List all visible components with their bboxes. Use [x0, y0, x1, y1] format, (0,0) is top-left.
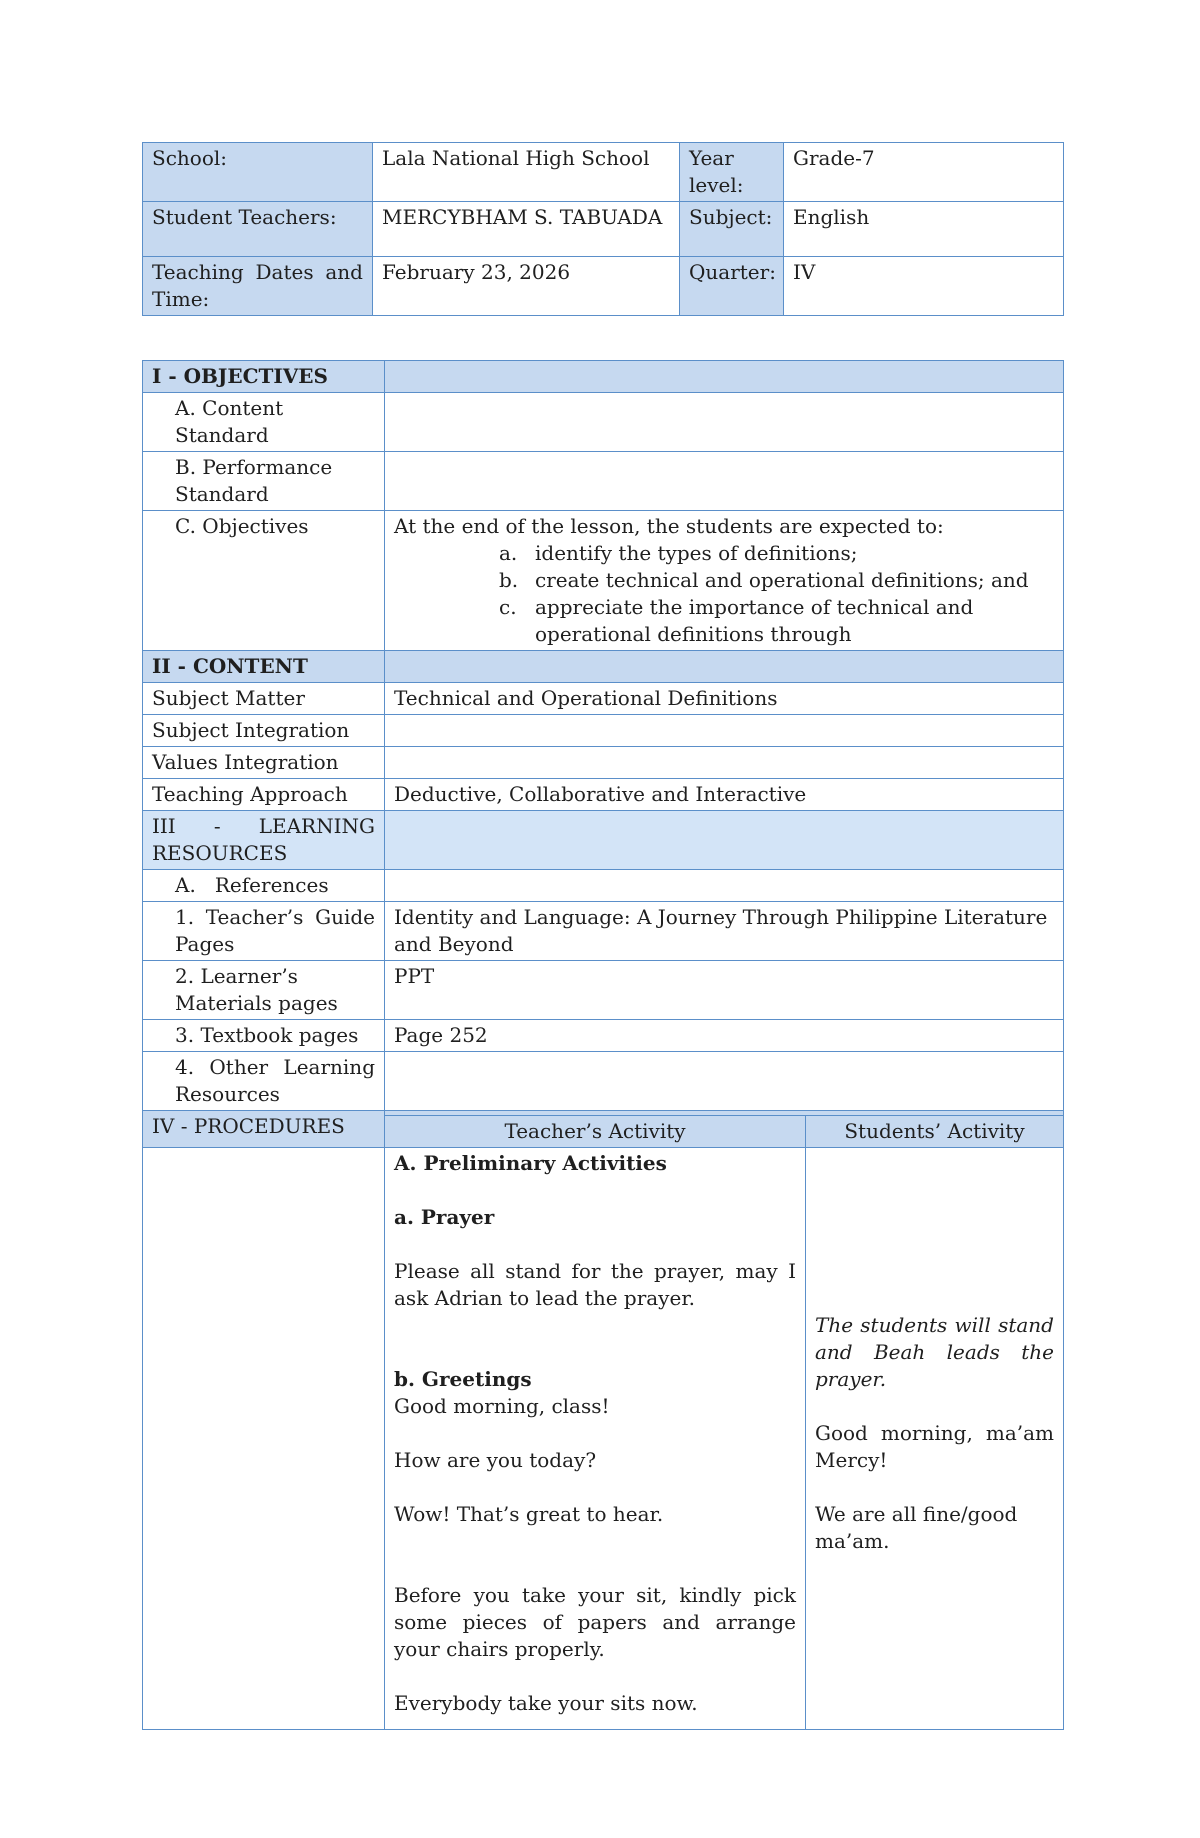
greetings-heading: b. Greetings [394, 1367, 532, 1391]
teachers-guide-value: Identity and Language: A Journey Through Philippine Literature and Beyond [385, 902, 1064, 961]
students-activity-header: Students’ Activity [806, 1116, 1064, 1148]
resources-heading-fill [385, 811, 1064, 870]
references-label: A. References [143, 870, 385, 902]
prayer-text: Please all stand for the prayer, may I ask Adrian to lead the prayer. [394, 1259, 796, 1310]
procedures-left-blank [143, 1148, 385, 1730]
school-value: Lala National High School [373, 143, 680, 202]
subject-integration-label: Subject Integration [143, 715, 385, 747]
objective-item: c. appreciate the importance of technical and operational definitions through [499, 595, 974, 646]
procedures-heading: IV - PROCEDURES [143, 1111, 385, 1148]
school-label: School: [143, 143, 373, 202]
other-resources-value [385, 1052, 1064, 1111]
teacher-activity-header: Teacher’s Activity [385, 1116, 806, 1148]
subject-matter-label: Subject Matter [143, 683, 385, 715]
performance-standard-value [385, 452, 1064, 511]
textbook-label: 3. Textbook pages [143, 1020, 385, 1052]
learners-materials-label: 2. Learner’s Materials pages [143, 961, 385, 1020]
textbook-value: Page 252 [385, 1020, 1064, 1052]
student-greeting-response: Good morning, ma’am Mercy! [815, 1421, 1054, 1472]
objectives-heading: I - OBJECTIVES [143, 361, 385, 393]
subject-matter-value: Technical and Operational Definitions [385, 683, 1064, 715]
teaching-approach-value: Deductive, Collaborative and Interactive [385, 779, 1064, 811]
resources-heading: III - LEARNING RESOURCES [143, 811, 385, 870]
student-prayer-response: The students will stand and Beah leads the prayer. [815, 1313, 1054, 1391]
student-fine-response: We are all fine/good ma’am. [815, 1502, 1018, 1553]
teacher-activity-cell [385, 1148, 806, 1730]
teachers-guide-label: 1. Teacher’s Guide Pages [143, 902, 385, 961]
subject-label: Subject: [680, 202, 784, 257]
year-level-label: Year level: [680, 143, 784, 202]
learners-materials-value: PPT [385, 961, 1064, 1020]
objectives-heading-fill [385, 361, 1064, 393]
references-value [385, 870, 1064, 902]
quarter-value: IV [784, 257, 1064, 316]
objective-item: a. identify the types of definitions; [499, 541, 858, 565]
preliminary-activities-heading: A. Preliminary Activities [394, 1151, 667, 1175]
other-resources-label: 4. Other Learning Resources [143, 1052, 385, 1111]
greeting-text: How are you today? [394, 1448, 597, 1472]
greeting-text: Wow! That’s great to hear. [394, 1502, 664, 1526]
students-activity-cell [806, 1148, 1064, 1730]
lesson-info-table [142, 142, 1064, 316]
greeting-text: Good morning, class! [394, 1394, 610, 1418]
objectives-content [385, 511, 1064, 651]
content-standard-label: A. Content Standard [143, 393, 385, 452]
greeting-text: Before you take your sit, kindly pick some pieces of papers and arrange your chairs properly. [394, 1583, 796, 1661]
values-integration-value [385, 747, 1064, 779]
subject-integration-value [385, 715, 1064, 747]
prayer-heading: a. Prayer [394, 1205, 495, 1229]
lesson-plan-table [142, 360, 1064, 1730]
greeting-text: Everybody take your sits now. [394, 1691, 698, 1715]
teaching-dates-label: Teaching Dates and Time: [143, 257, 373, 316]
performance-standard-label: B. Performance Standard [143, 452, 385, 511]
content-standard-value [385, 393, 1064, 452]
quarter-label: Quarter: [680, 257, 784, 316]
objectives-intro: At the end of the lesson, the students are expected to: [394, 514, 944, 538]
objective-item: b. create technical and operational definitions; and [499, 568, 1029, 592]
teaching-approach-label: Teaching Approach [143, 779, 385, 811]
student-teachers-label: Student Teachers: [143, 202, 373, 257]
content-heading: II - CONTENT [143, 651, 385, 683]
student-teachers-value: MERCYBHAM S. TABUADA [373, 202, 680, 257]
year-level-value: Grade-7 [784, 143, 1064, 202]
content-heading-fill [385, 651, 1064, 683]
values-integration-label: Values Integration [143, 747, 385, 779]
subject-value: English [784, 202, 1064, 257]
objectives-label: C. Objectives [143, 511, 385, 651]
teaching-dates-value: February 23, 2026 [373, 257, 680, 316]
objectives-list [499, 540, 1054, 648]
